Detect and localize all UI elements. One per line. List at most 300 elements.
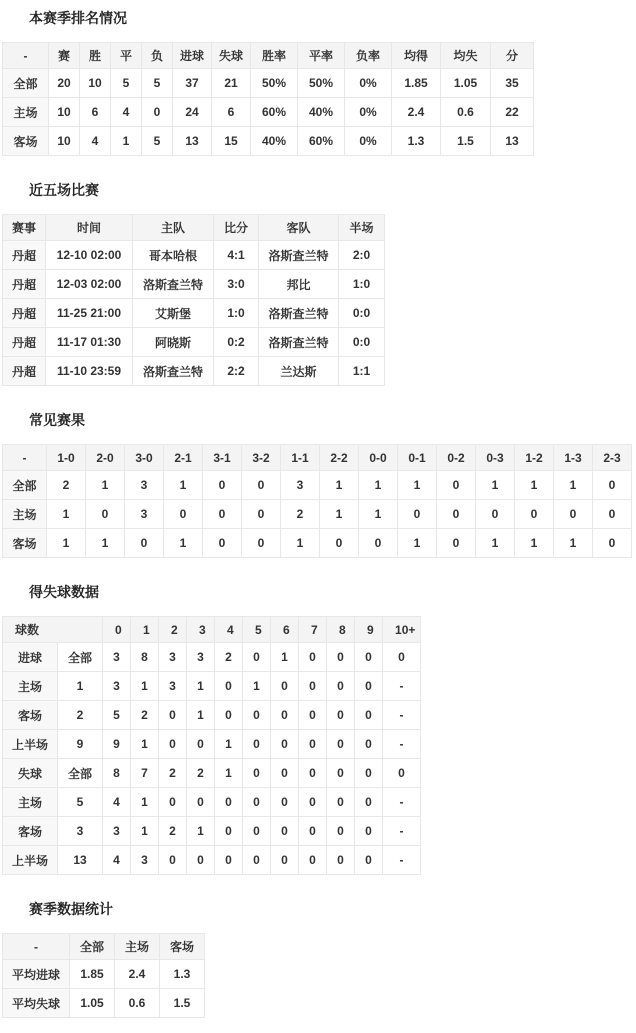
table-row (3, 299, 385, 328)
column-header: 失球 (212, 43, 251, 69)
table-row (3, 989, 205, 1018)
header-row (3, 934, 205, 960)
data-cell: - (383, 817, 421, 846)
data-cell: 3 (58, 817, 103, 846)
column-header: 3-0 (125, 445, 164, 471)
data-cell: 1.05 (70, 989, 115, 1018)
data-cell: 0 (593, 529, 632, 558)
row-label: 平均失球 (3, 989, 70, 1018)
season-stats-table (2, 933, 205, 1018)
data-cell: 0 (243, 846, 271, 875)
data-cell: 21 (212, 69, 251, 98)
column-header: 比分 (214, 215, 259, 241)
data-cell: 1 (554, 529, 593, 558)
data-cell: 0 (327, 817, 355, 846)
data-cell: 13 (173, 127, 212, 156)
data-cell: - (383, 788, 421, 817)
data-cell: 0 (125, 529, 164, 558)
column-header: 3-1 (203, 445, 242, 471)
data-cell: 2:2 (214, 357, 259, 386)
data-cell: 1 (359, 471, 398, 500)
column-header: 赛 (49, 43, 80, 69)
data-cell: 2:0 (339, 241, 385, 270)
data-cell: 0 (355, 643, 383, 672)
data-cell: 0 (355, 817, 383, 846)
table-row (3, 98, 534, 127)
data-cell: 0.6 (441, 98, 491, 127)
data-cell: 0 (159, 846, 187, 875)
column-header: 3-2 (242, 445, 281, 471)
data-cell: 0 (355, 788, 383, 817)
column-header: 1-3 (554, 445, 593, 471)
data-cell: 0 (355, 846, 383, 875)
data-cell: 60% (298, 127, 345, 156)
data-cell: 1 (359, 500, 398, 529)
data-cell: 3 (103, 672, 131, 701)
data-cell: 0 (398, 500, 437, 529)
column-header: 0 (103, 617, 131, 643)
data-cell: 1.05 (441, 69, 491, 98)
table-row (3, 817, 421, 846)
column-header: 9 (355, 617, 383, 643)
column-header: 6 (271, 617, 299, 643)
recent-matches-table (2, 214, 385, 386)
data-cell: 3:0 (214, 270, 259, 299)
data-cell: 0 (142, 98, 173, 127)
data-cell: 0 (159, 701, 187, 730)
data-cell: 1 (131, 817, 159, 846)
data-cell: 0 (299, 730, 327, 759)
column-header: 0-0 (359, 445, 398, 471)
data-cell: 0 (243, 817, 271, 846)
data-cell: 0 (271, 701, 299, 730)
data-cell: 全部 (58, 643, 103, 672)
data-cell: 37 (173, 69, 212, 98)
data-cell: 5 (111, 69, 142, 98)
data-cell: 1 (215, 730, 243, 759)
data-cell: 0 (203, 500, 242, 529)
data-cell: 0 (355, 759, 383, 788)
data-cell: 12-10 02:00 (46, 241, 133, 270)
row-label: 平均进球 (3, 960, 70, 989)
row-label: 主场 (3, 98, 49, 127)
data-cell: 1 (164, 471, 203, 500)
table-row (3, 357, 385, 386)
column-header: 0-2 (437, 445, 476, 471)
data-cell: 0% (345, 98, 392, 127)
column-header: 1-0 (47, 445, 86, 471)
data-cell: 2 (281, 500, 320, 529)
data-cell: 11-25 21:00 (46, 299, 133, 328)
data-cell: 0 (215, 817, 243, 846)
data-cell: 0 (271, 817, 299, 846)
column-header: 负率 (345, 43, 392, 69)
data-cell: 1 (47, 529, 86, 558)
table-row (3, 701, 421, 730)
data-cell: 4 (103, 846, 131, 875)
data-cell: 1 (131, 672, 159, 701)
column-header: 10+ (383, 617, 421, 643)
column-header: 7 (299, 617, 327, 643)
data-cell: - (383, 672, 421, 701)
data-cell: 13 (58, 846, 103, 875)
column-header: - (3, 934, 70, 960)
header-row (3, 43, 534, 69)
data-cell: 0 (327, 643, 355, 672)
data-cell: 0 (299, 643, 327, 672)
data-cell: 8 (103, 759, 131, 788)
goals-distribution-table (2, 616, 421, 875)
column-header: 2-1 (164, 445, 203, 471)
data-cell: 1 (515, 471, 554, 500)
data-cell: 1 (164, 529, 203, 558)
data-cell: 4 (103, 788, 131, 817)
data-cell: 1:1 (339, 357, 385, 386)
data-cell: 0 (243, 701, 271, 730)
table-row (3, 672, 421, 701)
row-label: 上半场 (3, 730, 58, 759)
data-cell: 0 (243, 788, 271, 817)
data-cell: 0:2 (214, 328, 259, 357)
data-cell: 0 (203, 471, 242, 500)
column-header: 主场 (115, 934, 160, 960)
column-header: 胜率 (251, 43, 298, 69)
data-cell: 0 (355, 701, 383, 730)
data-cell: 0 (159, 730, 187, 759)
table-row (3, 643, 421, 672)
data-cell: 0 (187, 730, 215, 759)
data-cell: 0 (554, 500, 593, 529)
data-cell: 1.5 (160, 989, 205, 1018)
data-cell: 2 (187, 759, 215, 788)
data-cell: 1:0 (214, 299, 259, 328)
season-rank-table (2, 42, 534, 156)
data-cell: 0 (242, 500, 281, 529)
row-label: 进球 (3, 643, 58, 672)
data-cell: 0 (383, 759, 421, 788)
data-cell: 1 (398, 471, 437, 500)
data-cell: 10 (80, 69, 111, 98)
data-cell: 洛斯查兰特 (259, 299, 339, 328)
row-label: 丹超 (3, 270, 46, 299)
data-cell: 40% (298, 98, 345, 127)
header-row (3, 445, 632, 471)
data-cell: 15 (212, 127, 251, 156)
data-cell: 1 (187, 672, 215, 701)
column-header: 客场 (160, 934, 205, 960)
common-scores-table (2, 444, 632, 558)
data-cell: 0 (299, 846, 327, 875)
data-cell: 0 (355, 730, 383, 759)
data-cell: 0 (327, 672, 355, 701)
data-cell: 4:1 (214, 241, 259, 270)
data-cell: 1 (476, 471, 515, 500)
data-cell: 0 (593, 471, 632, 500)
column-header: 均失 (441, 43, 491, 69)
table-row (3, 127, 534, 156)
data-cell: 1 (215, 759, 243, 788)
data-cell: 哥本哈根 (133, 241, 214, 270)
data-cell: 3 (131, 846, 159, 875)
data-cell: 2 (58, 701, 103, 730)
data-cell: 1 (554, 471, 593, 500)
table-row (3, 846, 421, 875)
data-cell: 0 (437, 500, 476, 529)
column-header: 2 (159, 617, 187, 643)
row-label: 丹超 (3, 328, 46, 357)
data-cell: 0 (299, 788, 327, 817)
data-cell: 8 (131, 643, 159, 672)
data-cell: 1 (187, 701, 215, 730)
data-cell: 3 (187, 643, 215, 672)
data-cell: 0 (243, 759, 271, 788)
column-header: 平率 (298, 43, 345, 69)
data-cell: 1 (271, 643, 299, 672)
data-cell: 5 (103, 701, 131, 730)
data-cell: 0 (215, 701, 243, 730)
data-cell: 洛斯查兰特 (259, 328, 339, 357)
data-cell: 阿晓斯 (133, 328, 214, 357)
data-cell: 0 (383, 643, 421, 672)
table-row (3, 328, 385, 357)
data-cell: 0 (320, 529, 359, 558)
table-row (3, 471, 632, 500)
data-cell: 13 (491, 127, 534, 156)
column-header: 4 (215, 617, 243, 643)
data-cell: 1 (131, 730, 159, 759)
data-cell: 0 (242, 471, 281, 500)
data-cell: 2.4 (115, 960, 160, 989)
data-cell: 0% (345, 127, 392, 156)
data-cell: 10 (49, 127, 80, 156)
data-cell: 11-10 23:59 (46, 357, 133, 386)
column-header: 胜 (80, 43, 111, 69)
row-label: 失球 (3, 759, 58, 788)
column-header: 客队 (259, 215, 339, 241)
data-cell: 1 (131, 788, 159, 817)
data-cell: 7 (131, 759, 159, 788)
data-cell: 0 (359, 529, 398, 558)
row-label: 丹超 (3, 299, 46, 328)
column-header: 进球 (173, 43, 212, 69)
data-cell: 1 (476, 529, 515, 558)
data-cell: 0 (164, 500, 203, 529)
data-cell: 2 (131, 701, 159, 730)
data-cell: 40% (251, 127, 298, 156)
data-cell: 50% (298, 69, 345, 98)
data-cell: 50% (251, 69, 298, 98)
data-cell: 0.6 (115, 989, 160, 1018)
section-title-common-scores: 常见赛果 (29, 412, 85, 428)
data-cell: 0 (355, 672, 383, 701)
data-cell: 0 (515, 500, 554, 529)
column-header: 全部 (70, 934, 115, 960)
data-cell: 0 (86, 500, 125, 529)
data-cell: 22 (491, 98, 534, 127)
column-header: 赛事 (3, 215, 46, 241)
data-cell: 2.4 (392, 98, 441, 127)
data-cell: 0 (593, 500, 632, 529)
data-cell: 12-03 02:00 (46, 270, 133, 299)
data-cell: 3 (103, 643, 131, 672)
data-cell: 5 (142, 127, 173, 156)
data-cell: 0:0 (339, 328, 385, 357)
data-cell: 0 (299, 672, 327, 701)
data-cell: 1.85 (392, 69, 441, 98)
column-header: 0-1 (398, 445, 437, 471)
data-cell: 0 (299, 817, 327, 846)
column-header: 1-1 (281, 445, 320, 471)
column-header: 1-2 (515, 445, 554, 471)
data-cell: 1 (398, 529, 437, 558)
data-cell: 35 (491, 69, 534, 98)
data-cell: 3 (125, 500, 164, 529)
column-header: 5 (243, 617, 271, 643)
table-row (3, 270, 385, 299)
table-row (3, 241, 385, 270)
data-cell: 1 (58, 672, 103, 701)
data-cell: 0 (437, 471, 476, 500)
row-label: 客场 (3, 127, 49, 156)
data-cell: 1.3 (160, 960, 205, 989)
data-cell: 6 (212, 98, 251, 127)
column-header: 0-3 (476, 445, 515, 471)
data-cell: 0 (327, 846, 355, 875)
data-cell: 0 (327, 701, 355, 730)
data-cell: 0 (327, 759, 355, 788)
row-label: 客场 (3, 817, 58, 846)
data-cell: 3 (125, 471, 164, 500)
table-row (3, 529, 632, 558)
data-cell: 0 (437, 529, 476, 558)
data-cell: 2 (47, 471, 86, 500)
data-cell: 0 (271, 759, 299, 788)
data-cell: 24 (173, 98, 212, 127)
data-cell: 1.85 (70, 960, 115, 989)
data-cell: 1 (86, 529, 125, 558)
data-cell: 0% (345, 69, 392, 98)
row-label: 主场 (3, 672, 58, 701)
data-cell: 0 (203, 529, 242, 558)
data-cell: 6 (80, 98, 111, 127)
section-title-recent-matches: 近五场比赛 (29, 182, 99, 198)
column-header: 球数 (3, 617, 103, 643)
section-title-goals-distribution: 得失球数据 (29, 584, 99, 600)
data-cell: 全部 (58, 759, 103, 788)
data-cell: 20 (49, 69, 80, 98)
data-cell: 邦比 (259, 270, 339, 299)
header-row (3, 617, 421, 643)
data-cell: 11-17 01:30 (46, 328, 133, 357)
row-label: 上半场 (3, 846, 58, 875)
data-cell: 洛斯查兰特 (259, 241, 339, 270)
column-header: 2-3 (593, 445, 632, 471)
data-cell: 1 (320, 500, 359, 529)
data-cell: 0 (243, 730, 271, 759)
data-cell: 1 (47, 500, 86, 529)
column-header: - (3, 445, 47, 471)
row-label: 全部 (3, 69, 49, 98)
data-cell: - (383, 846, 421, 875)
data-cell: 0 (327, 788, 355, 817)
data-cell: 1 (515, 529, 554, 558)
data-cell: 4 (111, 98, 142, 127)
data-cell: 兰达斯 (259, 357, 339, 386)
column-header: 时间 (46, 215, 133, 241)
data-cell: 2 (159, 759, 187, 788)
row-label: 丹超 (3, 241, 46, 270)
data-cell: 0:0 (339, 299, 385, 328)
data-cell: 0 (271, 672, 299, 701)
data-cell: 1 (320, 471, 359, 500)
table-row (3, 730, 421, 759)
column-header: - (3, 43, 49, 69)
data-cell: 1 (243, 672, 271, 701)
data-cell: 10 (49, 98, 80, 127)
data-cell: 60% (251, 98, 298, 127)
column-header: 主队 (133, 215, 214, 241)
data-cell: 1 (281, 529, 320, 558)
data-cell: 1.5 (441, 127, 491, 156)
data-cell: 9 (58, 730, 103, 759)
data-cell: 0 (327, 730, 355, 759)
column-header: 负 (142, 43, 173, 69)
column-header: 半场 (339, 215, 385, 241)
table-row (3, 788, 421, 817)
data-cell: 洛斯查兰特 (133, 357, 214, 386)
data-cell: 1 (111, 127, 142, 156)
data-cell: 0 (299, 759, 327, 788)
section-title-season-stats: 赛季数据统计 (29, 901, 113, 917)
row-label: 主场 (3, 500, 47, 529)
data-cell: 4 (80, 127, 111, 156)
data-cell: 0 (299, 701, 327, 730)
data-cell: 1:0 (339, 270, 385, 299)
data-cell: 0 (243, 643, 271, 672)
data-cell: 1 (187, 817, 215, 846)
header-row (3, 215, 385, 241)
data-cell: 3 (159, 672, 187, 701)
data-cell: 5 (58, 788, 103, 817)
data-cell: 0 (476, 500, 515, 529)
data-cell: 艾斯堡 (133, 299, 214, 328)
table-row (3, 69, 534, 98)
table-row (3, 500, 632, 529)
column-header: 分 (491, 43, 534, 69)
data-cell: 2 (159, 817, 187, 846)
row-label: 丹超 (3, 357, 46, 386)
data-cell: 0 (215, 672, 243, 701)
column-header: 均得 (392, 43, 441, 69)
column-header: 2-0 (86, 445, 125, 471)
row-label: 客场 (3, 701, 58, 730)
section-title-season-rank: 本赛季排名情况 (29, 10, 127, 26)
column-header: 1 (131, 617, 159, 643)
column-header: 8 (327, 617, 355, 643)
data-cell: 3 (159, 643, 187, 672)
row-label: 主场 (3, 788, 58, 817)
data-cell: 3 (103, 817, 131, 846)
data-cell: 0 (187, 846, 215, 875)
data-cell: 1.3 (392, 127, 441, 156)
row-label: 全部 (3, 471, 47, 500)
data-cell: 0 (159, 788, 187, 817)
table-row (3, 759, 421, 788)
data-cell: 3 (281, 471, 320, 500)
data-cell: 2 (215, 643, 243, 672)
data-cell: 0 (215, 788, 243, 817)
column-header: 3 (187, 617, 215, 643)
